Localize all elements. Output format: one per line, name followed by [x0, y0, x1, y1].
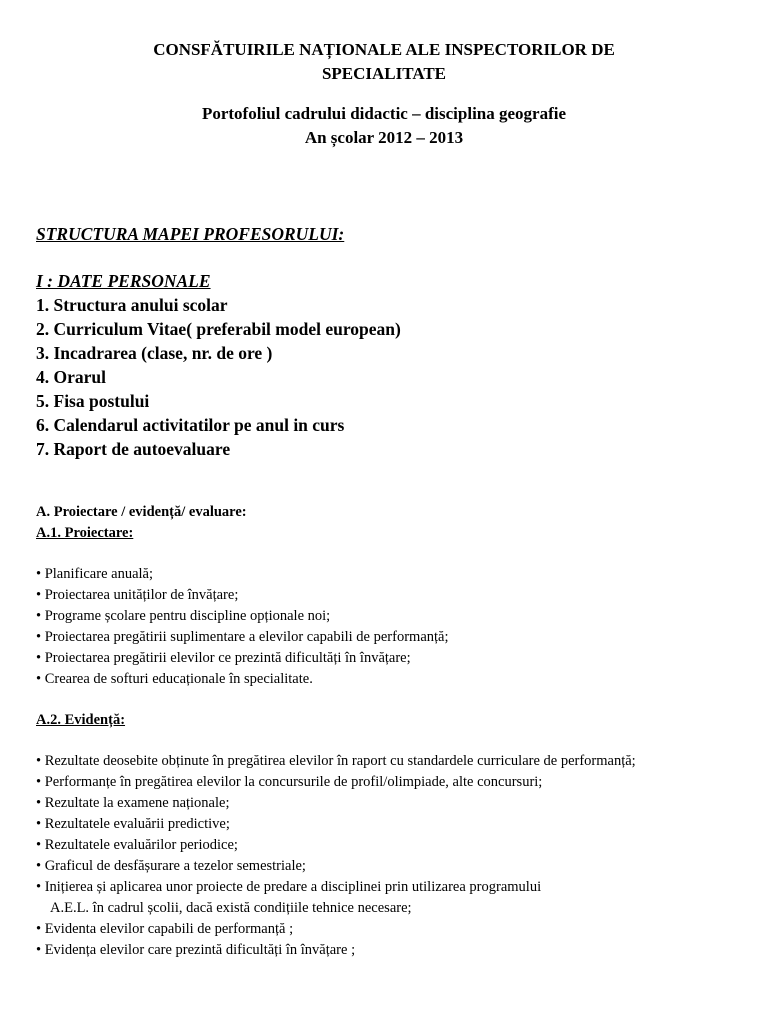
structure-title: STRUCTURA MAPEI PROFESORULUI:: [36, 224, 345, 244]
list-item: • Programe școlare pentru discipline opționale noi;: [36, 608, 331, 624]
list-item: • Evidența elevilor care prezintă dificultăți în învățare ;: [36, 942, 356, 958]
personal-data-list: [36, 293, 401, 461]
section-a1-heading: A.1. Proiectare:: [36, 525, 134, 541]
ael-line-2: A.E.L. în cadrul școlii, dacă există condițiile tehnice necesare;: [50, 900, 412, 916]
section-a2-heading: A.2. Evidență:: [36, 712, 126, 728]
list-item: 6. Calendarul activitatilor pe anul in curs: [36, 415, 345, 435]
list-item: • Rezultate la examene naționale;: [36, 795, 230, 811]
list-item-ael: [36, 877, 726, 919]
list-item: • Rezultatele evaluării predictive;: [36, 816, 230, 832]
header-line-3: Portofoliul cadrului didactic – disciplina geografie: [201, 104, 567, 123]
list-item: • Crearea de softuri educaționale în specialitate.: [36, 671, 313, 687]
a1-bullet-list: [36, 564, 449, 690]
list-item: 3. Incadrarea (clase, nr. de ore ): [36, 343, 273, 363]
list-item: • Graficul de desfășurare a tezelor semestriale;: [36, 858, 306, 874]
list-item: • Rezultate deosebite obținute în pregătirea elevilor în raport cu standardele curriculare de performanță;: [36, 753, 636, 769]
list-item: 2. Curriculum Vitae( preferabil model european): [36, 319, 401, 339]
list-item: • Performanțe în pregătirea elevilor la concursurile de profil/olimpiade, alte concursuri;: [36, 774, 543, 790]
section-1-heading: I : DATE PERSONALE: [36, 271, 211, 291]
list-item: • Proiectarea pregătirii suplimentare a elevilor capabili de performanță;: [36, 629, 449, 645]
list-item: 7. Raport de autoevaluare: [36, 439, 231, 459]
list-item: 5. Fisa postului: [36, 391, 150, 411]
list-item: • Planificare anuală;: [36, 566, 153, 582]
list-item: 1. Structura anului scolar: [36, 295, 228, 315]
section-a-heading: A. Proiectare / evidență/ evaluare:: [36, 504, 247, 520]
list-item: • Evidenta elevilor capabili de performanță ;: [36, 921, 294, 937]
list-item: • Proiectarea pregătirii elevilor ce prezintă dificultăți în învățare;: [36, 650, 411, 666]
list-item: 4. Orarul: [36, 367, 106, 387]
list-item: • Proiectarea unităților de învățare;: [36, 587, 239, 603]
header-line-1: CONSFĂTUIRILE NAȚIONALE ALE INSPECTORILOR DE: [153, 40, 615, 59]
list-item: • Rezultatele evaluărilor periodice;: [36, 837, 238, 853]
header-line-2: SPECIALITATE: [321, 64, 447, 83]
document-header: [0, 38, 768, 86]
ael-line-1: • Inițierea și aplicarea unor proiecte de predare a disciplinei prin utilizarea programului: [36, 879, 542, 895]
header-line-4: An școlar 2012 – 2013: [304, 128, 464, 147]
document-subheader: [0, 102, 768, 150]
a2-bullet-list: [36, 751, 726, 961]
